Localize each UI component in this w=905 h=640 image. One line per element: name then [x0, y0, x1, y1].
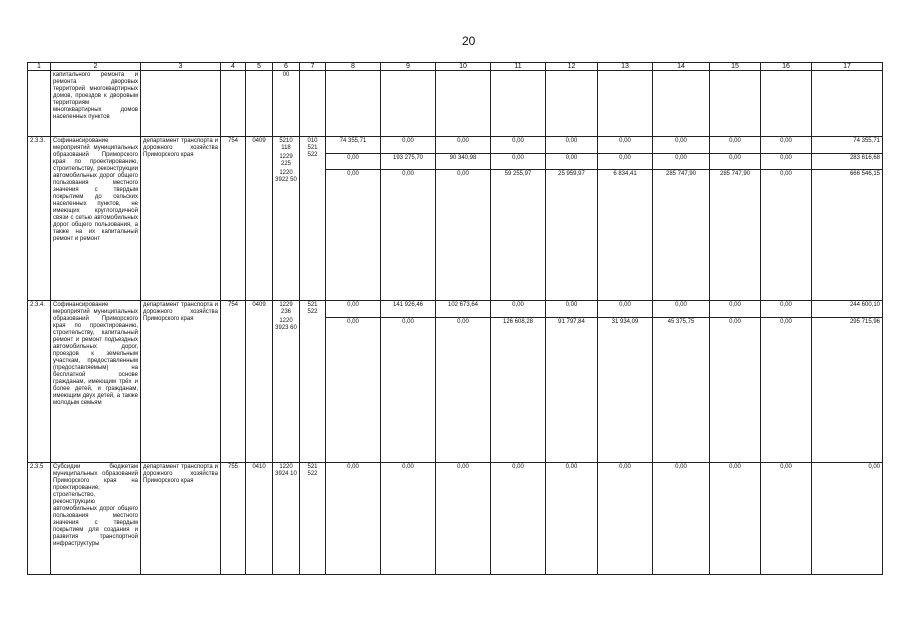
target-article-code: [273, 463, 300, 575]
amount-value: 0,00: [457, 464, 469, 470]
section-code: 0410: [246, 463, 273, 575]
column-number-5: 5: [246, 63, 273, 71]
amount-value: 0,00: [761, 317, 811, 333]
amount-column-12: [546, 137, 598, 301]
measure-name: Софинансирование мероприятий муниципальных образований Приморского края по проектированию, строительству, реконструкции автомобильных дорог общего пользования местного значения с твердым покрытием до сельских населенных пунктов, не имеющих круглогодичной связи с сетью автомобильных дорог общего пользования, а также на их капитальный ремонт и ремонт: [51, 137, 141, 301]
expense-type-code-item: 522: [307, 309, 318, 315]
amount-value: 0,00: [780, 138, 792, 144]
column-number-8: 8: [326, 63, 381, 71]
amount-value: 0,00: [381, 169, 435, 185]
amount-column-10: [436, 463, 491, 575]
amount-value: 74 355,71: [853, 138, 880, 144]
budget-table: [27, 62, 883, 575]
expense-type-code: [300, 137, 326, 301]
amount-column-14: [653, 301, 710, 463]
column-number-12: 12: [546, 63, 598, 71]
amount-value: 0,00: [402, 464, 414, 470]
column-number-4: 4: [221, 63, 246, 71]
amount-value: 0,00: [675, 464, 687, 470]
amount-column-15: [710, 137, 761, 301]
responsible-executor: департамент транспорта и дорожного хозяйства Приморского края: [141, 463, 221, 575]
amount-value: 0,00: [780, 464, 792, 470]
responsible-executor: департамент транспорта и дорожного хозяйства Приморского края: [141, 301, 221, 463]
amount-value: 0,00: [326, 153, 380, 169]
amount-column-9: [381, 463, 436, 575]
measure-name: Софинансирование мероприятий муниципальных образований Приморского края по проектированию, строительству, капитальный ремонт и ремонт подъездных автомобильных дорог, проездов к земельным участкам, предоставленным (предоставляемым) на бесплатной основе гражданам, имеющим трёх и более детей, и гражданам, имеющим двух детей, а также молодым семьям: [51, 301, 141, 463]
amount-value: 285 747,90: [710, 169, 760, 185]
expense-type-code-item: 522: [307, 471, 318, 477]
column-number-15: 15: [710, 63, 761, 71]
amount-value: 31 934,09: [598, 317, 652, 333]
amount-value: 59 255,97: [491, 169, 545, 185]
amount-value: 0,00: [512, 464, 524, 470]
amount-value: 0,00: [381, 317, 435, 333]
continuation-row: [28, 71, 883, 137]
amount-column-12: [546, 463, 598, 575]
column-number-row: [28, 63, 883, 71]
amount-column-15: [710, 301, 761, 463]
expense-type-code: [300, 463, 326, 575]
amount-column-15: [710, 463, 761, 575]
column-number-13: 13: [598, 63, 653, 71]
amount-value: 0,00: [326, 169, 380, 185]
amount-column-13: [598, 137, 653, 301]
section-code: 0409: [246, 137, 273, 301]
amount-value: 0,00: [565, 302, 578, 308]
amount-value: 0,00: [402, 138, 414, 144]
amount-value: 0,00: [598, 153, 652, 169]
amount-value: 0,00: [619, 464, 631, 470]
amount-value: 0,00: [868, 464, 880, 470]
program-row: [28, 463, 883, 575]
amount-value: 74 355,71: [339, 138, 367, 144]
amount-value: 0,00: [761, 169, 811, 185]
section-code: 0409: [246, 301, 273, 463]
column-number-7: 7: [300, 63, 326, 71]
amount-value: 6 834,41: [598, 169, 652, 185]
amount-value: 0,00: [761, 153, 811, 169]
amount-column-16: [761, 137, 812, 301]
row-number: 2.3.3.: [28, 137, 51, 301]
amount-value: 0,00: [675, 138, 687, 144]
target-article-code-item: 1220 3923 60: [275, 318, 297, 331]
amount-column-11: [491, 463, 546, 575]
amount-column-8: [326, 301, 381, 463]
amount-column-17: [812, 137, 883, 301]
amount-value: 244 600,10: [849, 302, 880, 308]
column-number-1: 1: [28, 63, 51, 71]
amount-column-13: [598, 463, 653, 575]
amount-value: 90 340,98: [436, 153, 490, 169]
amount-column-14: [653, 137, 710, 301]
amount-value: 0,00: [347, 464, 359, 470]
amount-column-16: [761, 463, 812, 575]
amount-column-8: [326, 463, 381, 575]
continuation-name: капитального ремонта и ремонта дворовых территорий многоквартирных домов, проездов к дворовым территориям многоквартирных домов населенных пунктов: [51, 71, 141, 137]
amount-column-8: [326, 137, 381, 301]
column-number-9: 9: [381, 63, 436, 71]
amount-value: 0,00: [512, 302, 524, 308]
amount-column-17: [812, 463, 883, 575]
budget-code: 754: [221, 301, 246, 463]
amount-value: 0,00: [512, 138, 524, 144]
column-number-16: 16: [761, 63, 812, 71]
expense-type-code: [300, 301, 326, 463]
amount-value: 102 673,64: [447, 302, 479, 308]
amount-column-10: [436, 137, 491, 301]
amount-value: 0,00: [347, 302, 359, 308]
target-article-code-item: 5210 118: [279, 138, 293, 151]
column-number-11: 11: [491, 63, 546, 71]
amount-column-9: [381, 301, 436, 463]
expense-type-code-item: 522: [307, 152, 318, 158]
budget-code: 754: [221, 137, 246, 301]
column-number-3: 3: [141, 63, 221, 71]
row-number: 2.3.4.: [28, 301, 51, 463]
continuation-col6: 00: [273, 71, 300, 137]
cell-num: [28, 71, 51, 137]
amount-column-13: [598, 301, 653, 463]
target-article-code-item: 1220 3924 10: [275, 464, 297, 477]
amount-column-17: [812, 301, 883, 463]
amount-value: 0,00: [675, 302, 687, 308]
amount-value: 45 375,75: [653, 317, 709, 333]
target-article-code-item: 1229 225: [279, 154, 293, 167]
amount-column-11: [491, 301, 546, 463]
program-row: [28, 137, 883, 301]
amount-value: 0,00: [710, 153, 760, 169]
amount-value: 666 546,15: [812, 169, 882, 185]
amount-value: 0,00: [457, 138, 469, 144]
amount-value: 0,00: [326, 317, 380, 333]
amount-value: 0,00: [436, 169, 490, 185]
amount-value: 0,00: [565, 464, 578, 470]
amount-value: 285 747,90: [653, 169, 709, 185]
amount-value: 25 959,97: [546, 169, 597, 185]
amount-value: 0,00: [780, 302, 792, 308]
target-article-code: [273, 301, 300, 463]
target-article-code: [273, 137, 300, 301]
row-number: 2.3.5: [28, 463, 51, 575]
expense-type-code-item: 010: [307, 138, 318, 144]
amount-column-11: [491, 137, 546, 301]
column-number-14: 14: [653, 63, 710, 71]
budget-code: 755: [221, 463, 246, 575]
expense-type-code-item: 521: [307, 464, 318, 470]
column-number-10: 10: [436, 63, 491, 71]
amount-column-10: [436, 301, 491, 463]
amount-column-9: [381, 137, 436, 301]
measure-name: Субсидии бюджетам муниципальных образований Приморского края на проектирование, строительство, реконструкцию автомобильных дорог общего пользования местного значения с твердым покрытием для создания и развития транспортной инфраструктуры: [51, 463, 141, 575]
amount-value: 193 275,70: [381, 153, 435, 169]
amount-value: 0,00: [729, 464, 741, 470]
amount-value: 0,00: [710, 317, 760, 333]
target-article-code-item: 1229 236: [279, 302, 293, 315]
amount-value: 283 616,68: [812, 153, 882, 169]
amount-value: 91 797,84: [546, 317, 597, 333]
amount-value: 0,00: [729, 138, 741, 144]
amount-value: 0,00: [619, 138, 631, 144]
column-number-6: 6: [273, 63, 300, 71]
target-article-code-item: 1220 3922 50: [275, 170, 297, 183]
amount-value: 0,00: [546, 153, 597, 169]
amount-column-16: [761, 301, 812, 463]
amount-value: 0,00: [729, 302, 741, 308]
expense-type-code-item: 521: [307, 145, 318, 151]
responsible-executor: департамент транспорта и дорожного хозяйства Приморского края: [141, 137, 221, 301]
amount-value: 0,00: [653, 153, 709, 169]
amount-value: 0,00: [565, 138, 578, 144]
table-body: [28, 63, 883, 575]
amount-column-14: [653, 463, 710, 575]
amount-value: 295 715,96: [812, 317, 882, 333]
program-row: [28, 301, 883, 463]
amount-value: 0,00: [619, 302, 631, 308]
column-number-17: 17: [812, 63, 883, 71]
amount-value: 126 608,28: [491, 317, 545, 333]
amount-column-12: [546, 301, 598, 463]
amount-value: 0,00: [436, 317, 490, 333]
page-number: 20: [462, 34, 476, 48]
expense-type-code-item: 521: [307, 302, 318, 308]
column-number-2: 2: [51, 63, 141, 71]
amount-value: 0,00: [491, 153, 545, 169]
amount-value: 141 926,46: [392, 302, 424, 308]
